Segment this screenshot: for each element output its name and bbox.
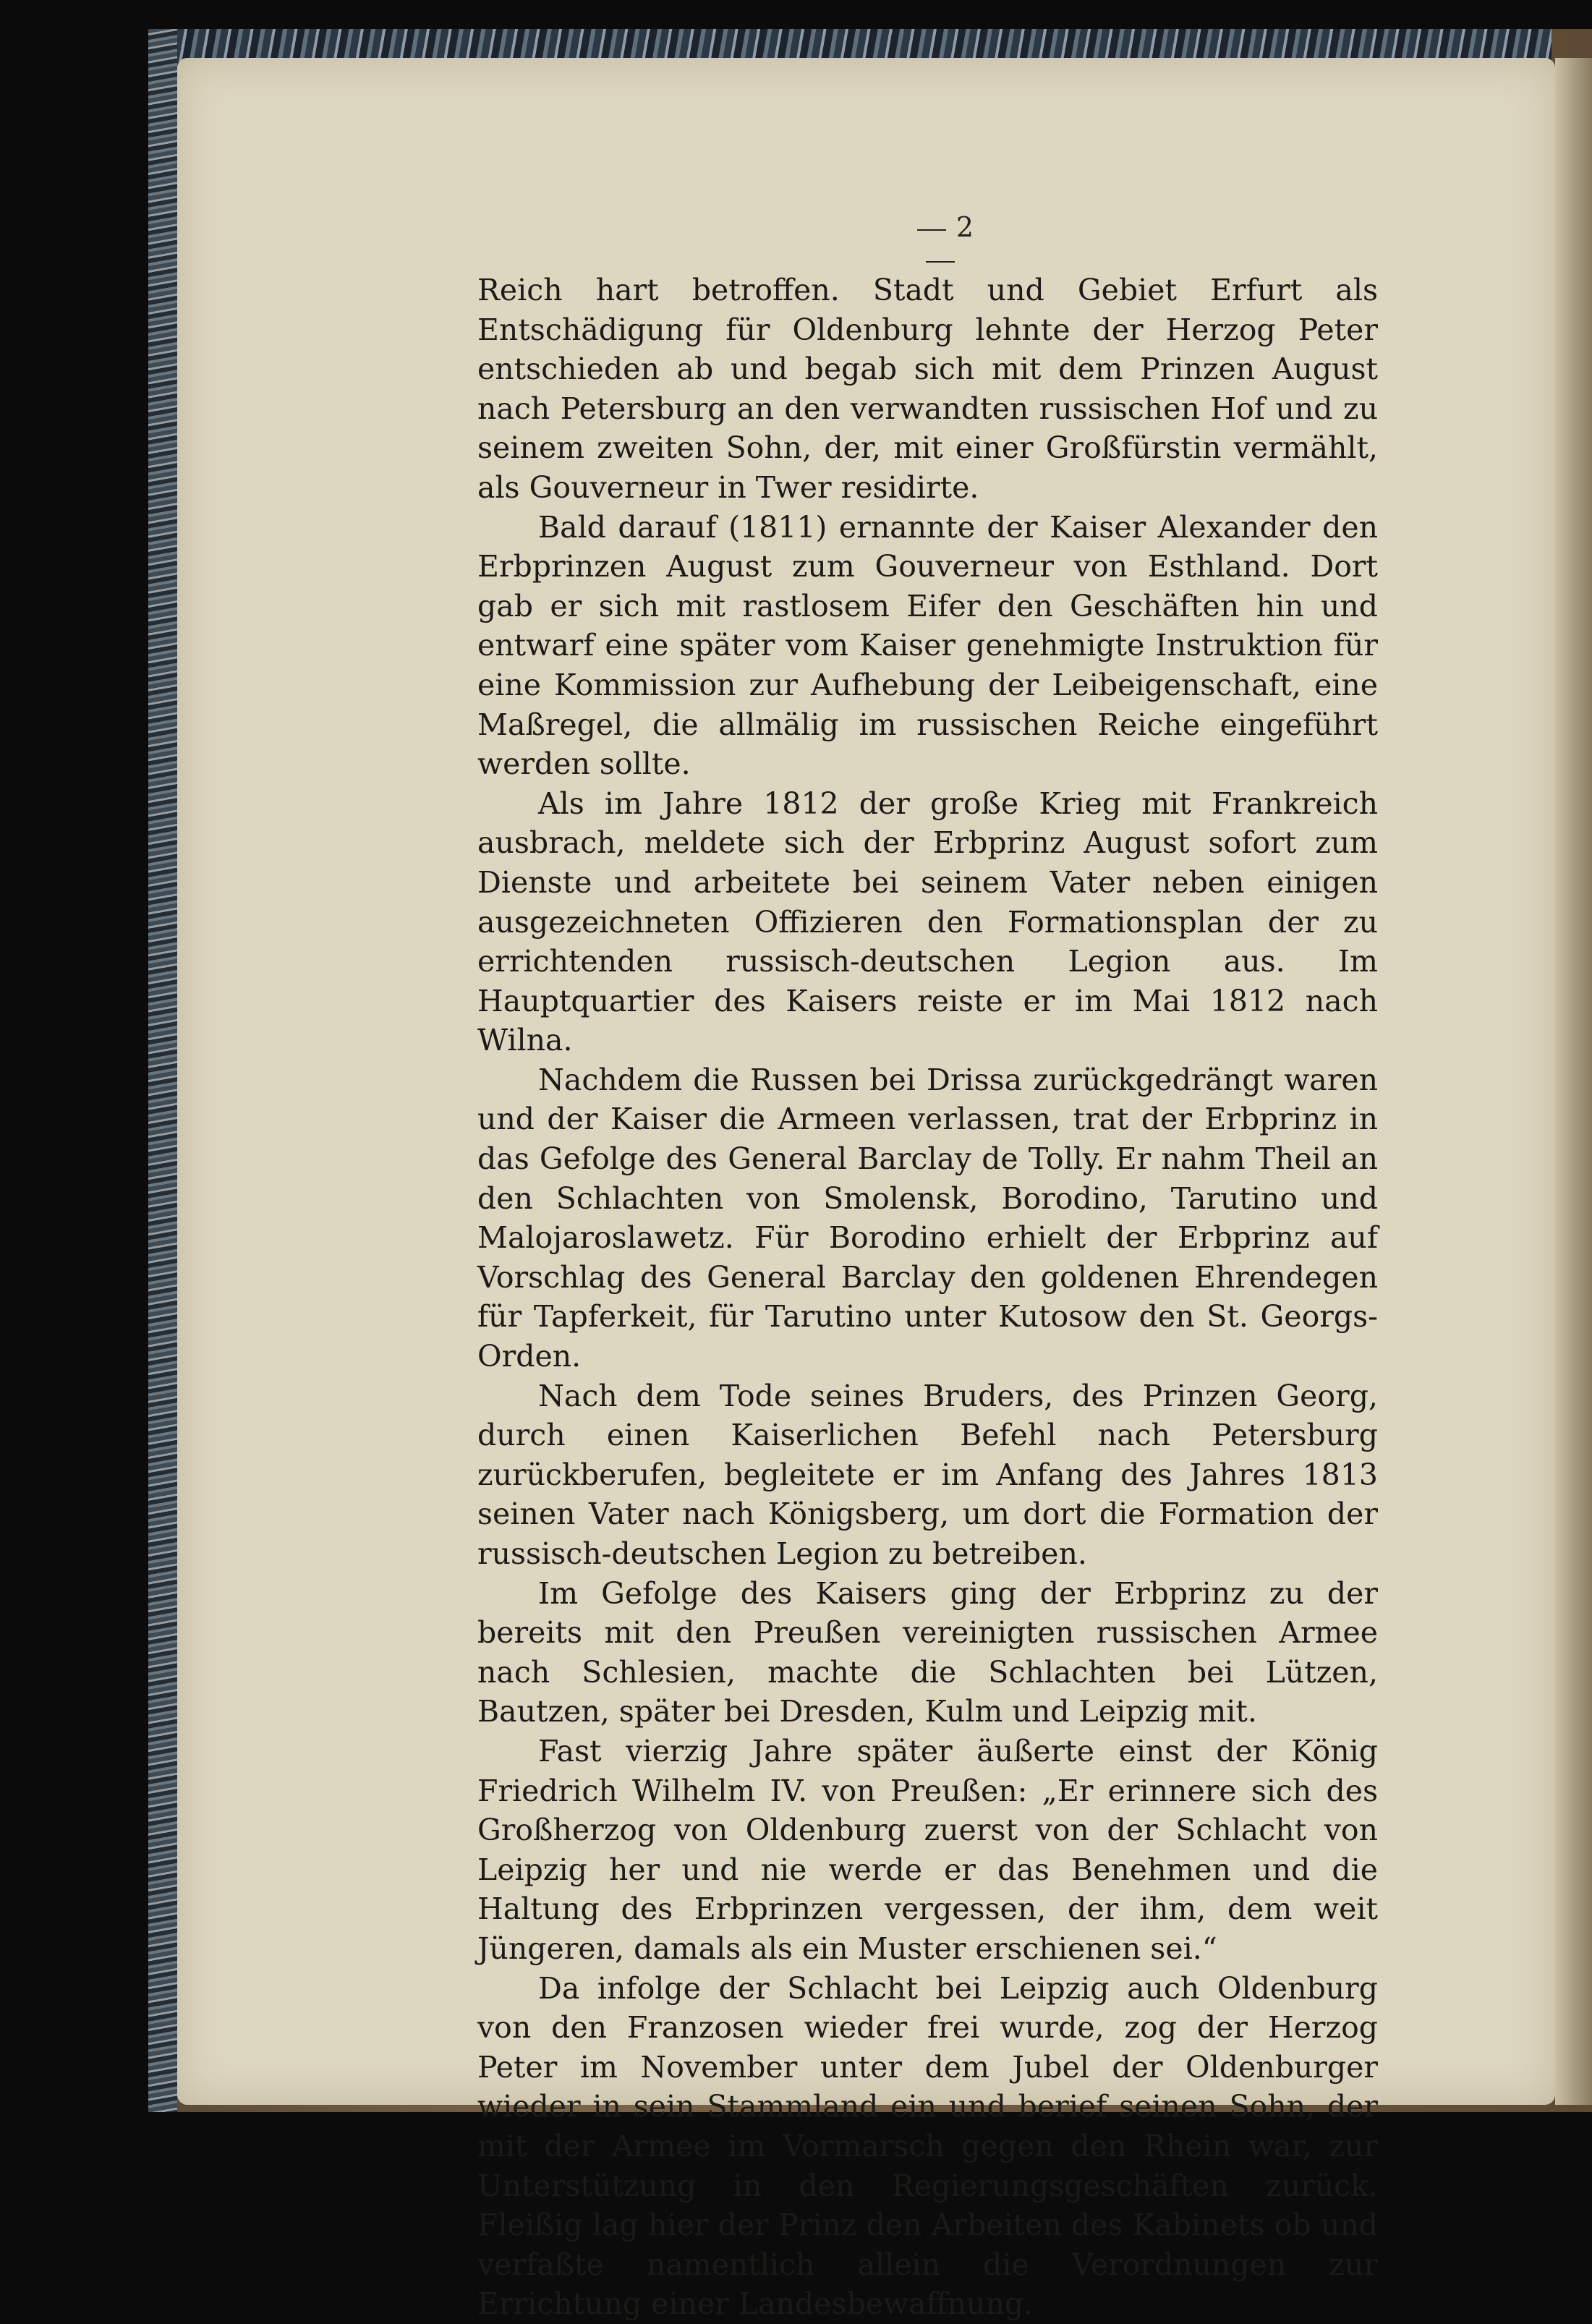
paragraph-1: Reich hart betroffen. Stadt und Gebiet Erfurt als Entschädigung für Oldenburg lehnte der Herzog Peter entschieden ab und begab sich mit dem Prinzen August nach Petersburg an den verwandten russischen Hof und zu seinem zweiten Sohn, der, mit einer Großfürstin vermählt, als Gouverneur in Twer residirte. [477,273,1378,505]
dash-left [917,229,946,231]
page-number [882,211,998,275]
paragraph-6: Im Gefolge des Kaisers ging der Erbprinz zu der bereits mit den Preußen vereinigten russischen Armee nach Schlesien, machte die Schlachten bei Lützen, Bautzen, später bei Dresden, Kulm und Leipzig mit. [477,1575,1378,1729]
paragraph-8: Da infolge der Schlacht bei Leipzig auch Oldenburg von den Franzosen wieder frei wurde, zog der Herzog Peter im November unter dem Jubel der Oldenburger wieder in sein Stammland ein und berief seinen Sohn, der mit der Armee im Vormarsch gegen den Rhein war, zur Unterstützung in den Regierungsgeschäften zurück. Fleißig lag hier der Prinz den Arbeiten des Kabinets ob und verfaßte namentlich allein die Verordnungen zur Errichtung einer Landesbewaffnung. [477,1970,1378,2322]
marbled-spine-edge [148,29,177,2112]
body-text [477,271,1378,2324]
paragraph-3: Als im Jahre 1812 der große Krieg mit Frankreich ausbrach, meldete sich der Erbprinz August sofort zum Dienste und arbeitete bei seinem Vater neben einigen ausgezeichneten Offizieren den Formationsplan der zu errichtenden russisch-deutschen Legion aus. Im Hauptquartier des Kaisers reiste er im Mai 1812 nach Wilna. [477,786,1378,1058]
page-number-value: 2 [955,211,974,243]
paragraph-7: Fast vierzig Jahre später äußerte einst der König Friedrich Wilhelm IV. von Preußen: „Er erinnere sich des Großherzog von Oldenburg zuerst von der Schlacht von Leipzig her und nie werde er das Benehmen und die Haltung des Erbprinzen vergessen, der ihm, dem weit Jüngeren, damals als ein Muster erschienen sei.“ [477,1733,1378,1966]
page-stack-edge [1555,58,1592,2105]
dash-right [926,261,955,263]
paragraph-5: Nach dem Tode seines Bruders, des Prinzen Georg, durch einen Kaiserlichen Befehl nach Petersburg zurückberufen, begleitete er im Anfang des Jahres 1813 seinen Vater nach Königsberg, um dort die Formation der russisch-deutschen Legion zu betreiben. [477,1378,1378,1571]
paragraph-2: Bald darauf (1811) ernannte der Kaiser Alexander den Erbprinzen August zum Gouverneur von Esthland. Dort gab er sich mit rastlosem Eifer den Geschäften hin und entwarf eine später vom Kaiser genehmigte Instruktion für eine Kommission zur Aufhebung der Leibeigenschaft, eine Maßregel, die allmälig im russischen Reiche eingeführt werden sollte. [477,509,1378,782]
paragraph-4: Nachdem die Russen bei Drissa zurückgedrängt waren und der Kaiser die Armeen verlassen, trat der Erbprinz in das Gefolge des General Barclay de Tolly. Er nahm Theil an den Schlachten von Smolensk, Borodino, Tarutino und Malojaroslawetz. Für Borodino erhielt der Erbprinz auf Vorschlag des General Barclay den goldenen Ehrendegen für Tapferkeit, für Tarutino unter Kutosow den St. Georgs-Orden. [477,1062,1378,1374]
